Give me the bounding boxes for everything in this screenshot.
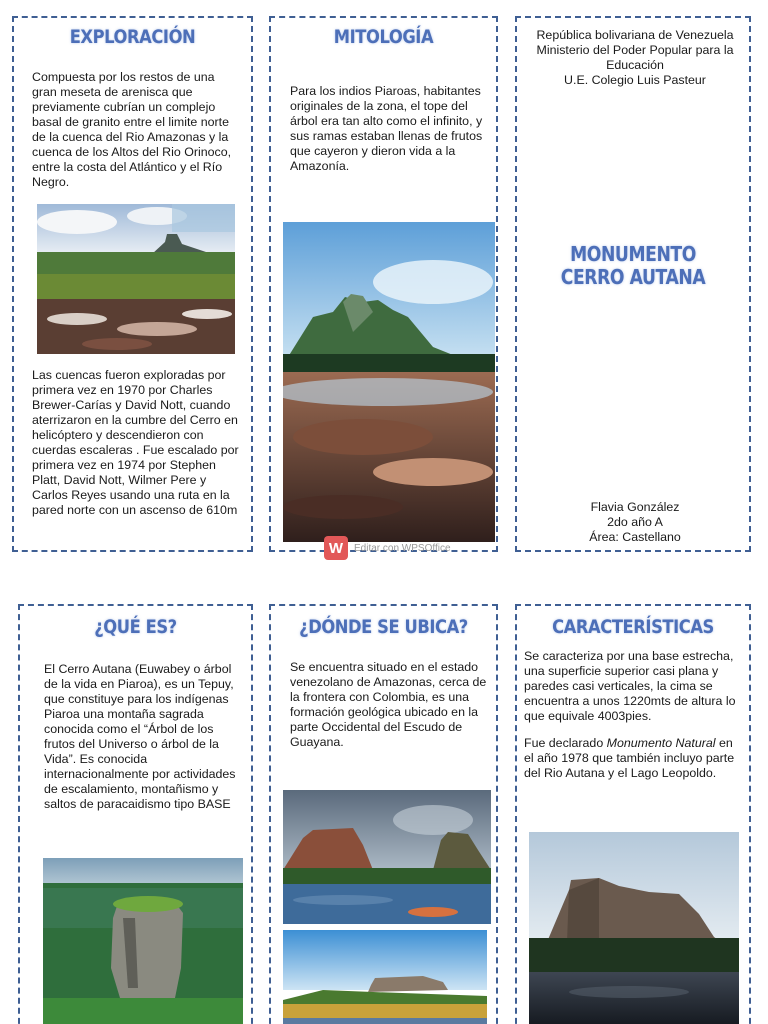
que-es-image: [43, 858, 243, 1024]
cover-institution-line-1: República bolivariana de Venezuela: [536, 28, 734, 42]
cover-institution-line-2: Ministerio del Poder Popular para la Educación: [536, 43, 734, 72]
wps-watermark: [324, 536, 451, 560]
exploracion-image: [37, 204, 235, 354]
que-es-heading: ¿QUÉ ES?: [94, 616, 177, 638]
donde-text: Se encuentra situado en el estado venezolano de Amazonas, cerca de la frontera con Colombia, es una formación geológica ubicado en la parte Occidental del Escudo de Guayana.: [290, 660, 487, 749]
donde-image-2: [283, 930, 487, 1024]
wps-logo-icon: W: [324, 536, 348, 560]
caracteristicas-text-1: Se caracteriza por una base estrecha, una superficie superior casi plana y paredes casi verticales, la cima se encuentra a unos 1220mts de altura lo que equivale 4003pies.: [524, 649, 736, 723]
mitologia-image: [283, 222, 495, 542]
panel-mitologia: [269, 16, 498, 552]
panel-donde: [269, 604, 498, 1024]
wps-watermark-text: Editar con WPSOffice: [354, 542, 451, 554]
exploracion-text-1: Compuesta por los restos de una gran meseta de arenisca que previamente cubrían un complejo basal de granito entre el limite norte de la cuenca del Rio Amazonas y la cuenca de los Altos del Rio Orinoco, entre la costa del Atlántico y el Río Negro.: [32, 70, 232, 189]
que-es-text: El Cerro Autana (Euwabey o árbol de la vida en Piaroa), es un Tepuy, que constituye para los indígenas Piaroa una montaña sagrada conocida como el “Árbol de los frutos del Universo o árbol de la Vida”. Es conocida internacionalmente por actividades de escalamiento, montañismo y saltos de paracaidismo tipo BASE: [44, 662, 236, 811]
panel-cover: [515, 16, 751, 552]
mitologia-heading: MITOLOGÍA: [333, 26, 434, 48]
panel-que-es: [18, 604, 253, 1024]
cover-author: [525, 500, 745, 545]
cover-title-line-1: MONUMENTO: [570, 242, 696, 266]
donde-heading: ¿DÓNDE SE UBICA?: [299, 616, 468, 638]
panel-caracteristicas: [515, 604, 751, 1024]
cover-author-name: Flavia González: [590, 500, 680, 514]
caracteristicas-heading: CARACTERÍSTICAS: [552, 616, 714, 638]
caracteristicas-text-2-b: en el año 1978 que también incluyo parte del Rio Autana y el Lago Leopoldo.: [524, 736, 735, 780]
exploracion-heading: EXPLORACIÓN: [69, 26, 196, 48]
cover-institution: [525, 28, 745, 88]
panel-exploracion: [12, 16, 253, 552]
caracteristicas-text-2-a: Fue declarado: [524, 736, 607, 750]
cover-institution-line-3: U.E. Colegio Luis Pasteur: [564, 73, 706, 87]
caracteristicas-text-2-italic: Monumento Natural: [606, 736, 716, 750]
mitologia-text: Para los indios Piaroas, habitantes originales de la zona, el tope del árbol era tan alto como el infinito, y sus ramas estaban llenas de frutos que cayeron y dieron vida a la Amazonía.: [290, 84, 483, 173]
donde-image-1: [283, 790, 491, 924]
cover-author-area: Área: Castellano: [589, 530, 681, 544]
cover-author-grade: 2do año A: [607, 515, 663, 529]
exploracion-text-2: Las cuencas fueron exploradas por primera vez en 1970 por Charles Brewer-Carías y David Nott, cuando aterrizaron en la cumbre del Cerro en helicóptero y descendieron con cuerdas escaleras . Fue escalado por primera vez en 1974 por Stephen Platt, David Nott, Wilmer Pere y Carlos Reyes usando una ruta en la pared norte con un ascenso de 610m: [32, 368, 239, 517]
caracteristicas-image: [529, 832, 739, 1024]
cover-title-line-2: CERRO AUTANA: [560, 265, 706, 289]
caracteristicas-text-2: [524, 736, 744, 781]
